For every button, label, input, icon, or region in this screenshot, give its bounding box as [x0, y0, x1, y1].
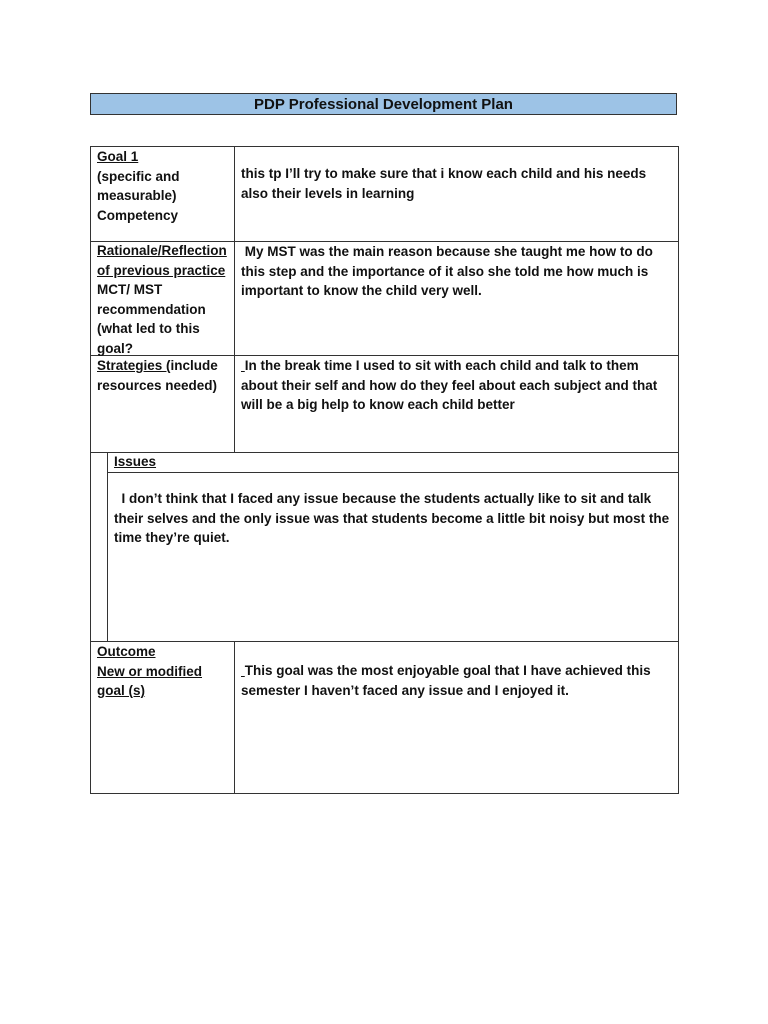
- row-divider: [91, 452, 678, 453]
- rationale-label: [97, 241, 232, 358]
- outcome-label-line: New or modified: [97, 663, 203, 679]
- strategies-label: [97, 356, 232, 395]
- column-divider: [234, 641, 235, 794]
- strategies-label-rest: include resources needed): [97, 358, 218, 393]
- rationale-label-line: Rationale/Reflection: [97, 243, 227, 258]
- rationale-label-line: of previous practice: [97, 262, 226, 278]
- row-divider: [107, 472, 678, 473]
- strategies-text-body: In the break time I used to sit with each child and talk to them about their self and how do they feel about each subject and that will be a big help to know each child better: [241, 358, 658, 412]
- rationale-label-line: recommendation: [97, 301, 206, 317]
- outcome-label: [97, 642, 232, 701]
- goal-text: this tp I’ll try to make sure that i know each child and his needs also their levels in learning: [241, 166, 647, 201]
- strategies-text: [241, 356, 673, 415]
- rationale-text: My MST was the main reason because she taught me how to do this step and the importance of it also she told me how much is important to know the child very well.: [241, 244, 657, 298]
- outcome-text: [241, 661, 673, 700]
- goal-label-line: (specific and: [97, 168, 180, 184]
- issues-text: I don’t think that I faced any issue because the students actually like to sit and talk their selves and the only issue was that students become a little bit noisy but most the time they’re quiet.: [114, 491, 673, 545]
- goal-label: [97, 147, 232, 225]
- issues-label: Issues: [114, 454, 157, 469]
- outcome-text-body: This goal was the most enjoyable goal that I have achieved this semester I haven’t faced any issue and I enjoyed it.: [241, 663, 651, 698]
- rationale-label-line: MCT/ MST: [97, 282, 163, 297]
- page-title: PDP Professional Development Plan: [90, 93, 677, 115]
- goal-label-title: Goal 1: [97, 149, 139, 164]
- rationale-label-line: goal?: [97, 340, 133, 356]
- strategies-label-title: Strategies (: [97, 358, 171, 373]
- goal-label-line: Competency: [97, 207, 179, 223]
- column-divider: [234, 147, 235, 452]
- goal-label-line: measurable): [97, 188, 177, 203]
- column-divider: [107, 452, 108, 641]
- outcome-label-line: Outcome: [97, 644, 156, 659]
- outcome-label-line: goal (s): [97, 683, 146, 698]
- rationale-label-line: (what led to this: [97, 321, 200, 336]
- pdp-table: [90, 146, 679, 794]
